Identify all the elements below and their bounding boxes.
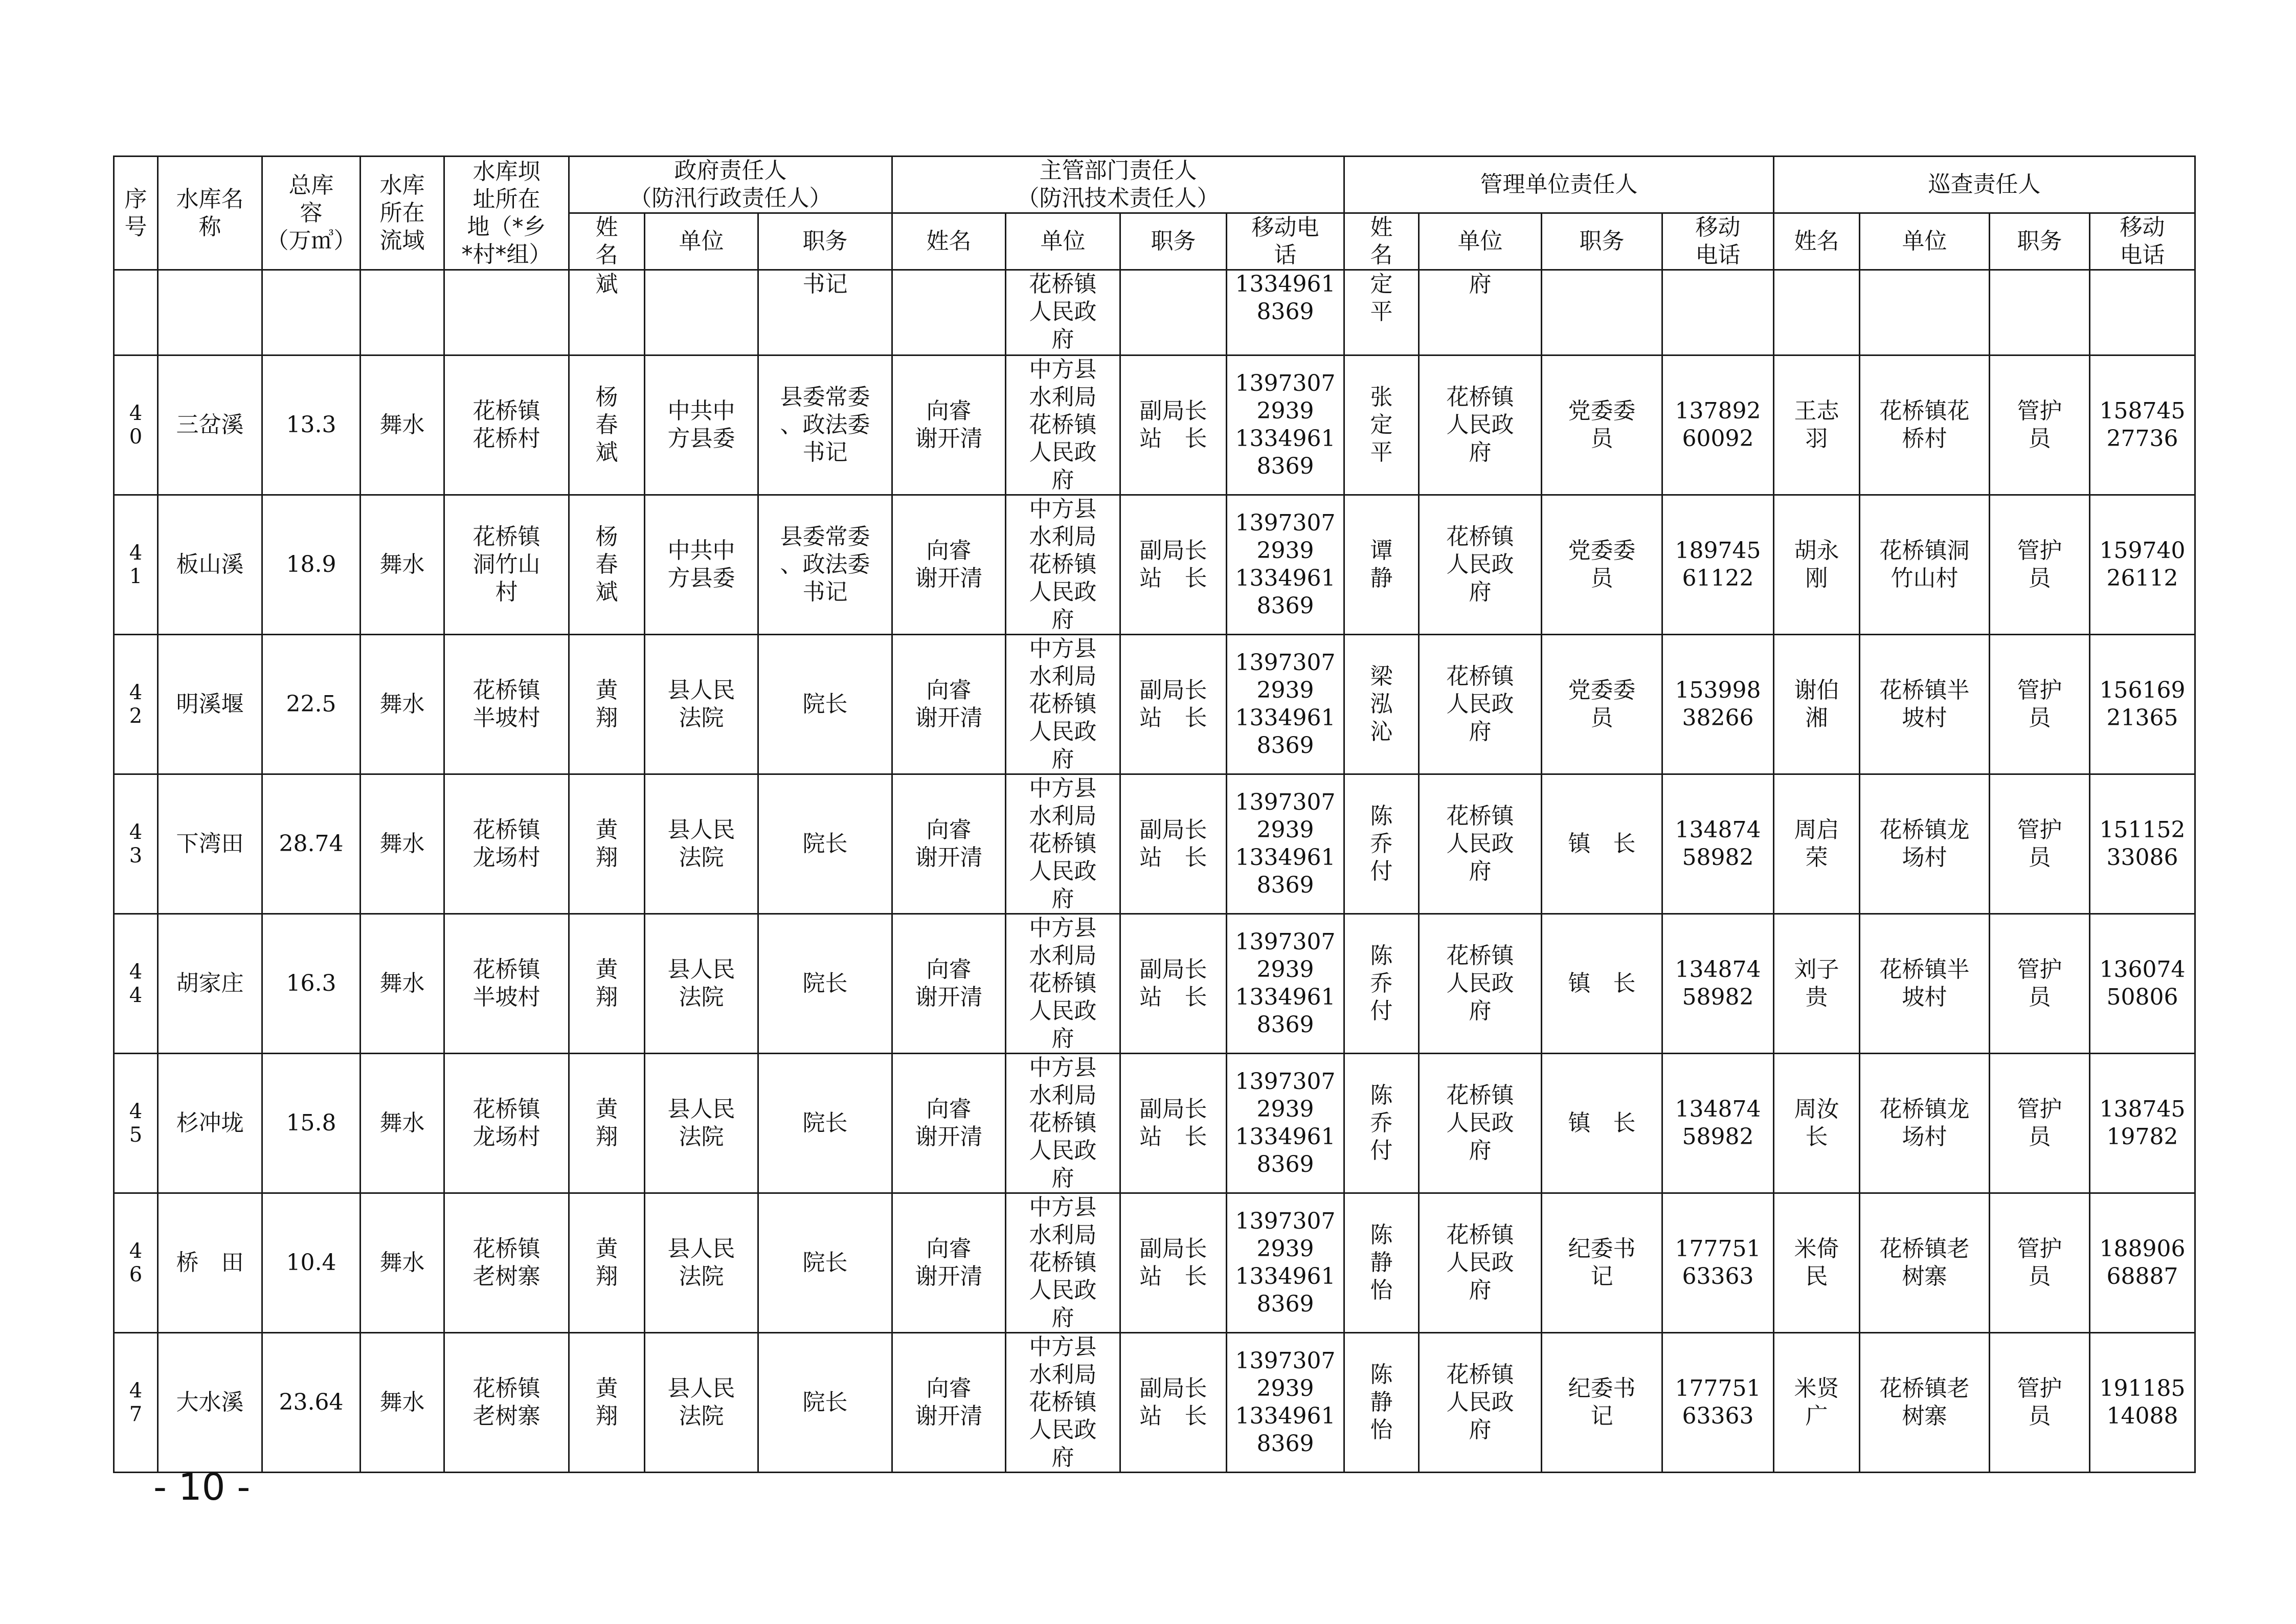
cell-patrol-phone: 136074 50806: [2090, 914, 2195, 1054]
cell-basin: 舞水: [361, 1333, 444, 1473]
cell-dept-name: [892, 270, 1006, 355]
cell-gov-name: 杨 春 斌: [569, 495, 645, 635]
header-gov-name: 姓 名: [569, 213, 645, 270]
cell-patrol-phone: [2090, 270, 2195, 355]
cell-dept-phone: 1397307 2939 1334961 8369: [1227, 914, 1344, 1054]
cell-dept-title: 副局长 站 长: [1120, 1193, 1227, 1333]
cell-seq: 4 4: [114, 914, 158, 1054]
cell-patrol-unit: [1860, 270, 1990, 355]
cell-patrol-title: 管护 员: [1990, 1333, 2090, 1473]
cell-mgmt-name: 张 定 平: [1344, 355, 1419, 495]
cell-dept-unit: 中方县 水利局 花桥镇 人民政 府: [1006, 1333, 1120, 1473]
cell-dam-location: 花桥镇 花桥村: [444, 355, 569, 495]
cell-patrol-unit: 花桥镇老 树寨: [1860, 1333, 1990, 1473]
cell-patrol-unit: 花桥镇花 桥村: [1860, 355, 1990, 495]
cell-patrol-name: 谢伯 湘: [1774, 635, 1860, 774]
cell-patrol-name: 胡永 刚: [1774, 495, 1860, 635]
cell-patrol-phone: 188906 68887: [2090, 1193, 2195, 1333]
cell-gov-unit: 县人民 法院: [645, 914, 758, 1054]
cell-basin: 舞水: [361, 635, 444, 774]
cell-mgmt-phone: 134874 58982: [1662, 914, 1774, 1054]
cell-basin: 舞水: [361, 774, 444, 914]
cell-reservoir-name: 胡家庄: [158, 914, 262, 1054]
cell-patrol-unit: 花桥镇老 树寨: [1860, 1193, 1990, 1333]
cell-patrol-name: [1774, 270, 1860, 355]
header-seq: 序 号: [114, 157, 158, 270]
cell-gov-name: 黄 翔: [569, 774, 645, 914]
cell-mgmt-unit: 花桥镇 人民政 府: [1419, 1333, 1542, 1473]
cell-dept-unit: 中方县 水利局 花桥镇 人民政 府: [1006, 1054, 1120, 1193]
cell-gov-title: 院长: [758, 914, 892, 1054]
cell-dept-name: 向睿 谢开清: [892, 1054, 1006, 1193]
cell-gov-unit: 中共中 方县委: [645, 495, 758, 635]
page-number: - 10 -: [153, 1465, 251, 1508]
header-dam-location: 水库坝 址所在 地（*乡 *村*组）: [444, 157, 569, 270]
cell-gov-name: 黄 翔: [569, 914, 645, 1054]
table-row: [114, 1054, 2195, 1193]
header-patrol-title: 职务: [1990, 213, 2090, 270]
cell-gov-title: 院长: [758, 635, 892, 774]
cell-reservoir-name: 杉冲垅: [158, 1054, 262, 1193]
cell-dam-location: 花桥镇 龙场村: [444, 774, 569, 914]
cell-mgmt-name: 陈 静 怡: [1344, 1193, 1419, 1333]
cell-seq: [114, 270, 158, 355]
table-row: [114, 1193, 2195, 1333]
cell-seq: 4 1: [114, 495, 158, 635]
cell-dam-location: 花桥镇 龙场村: [444, 1054, 569, 1193]
cell-basin: 舞水: [361, 914, 444, 1054]
cell-mgmt-name: 梁 泓 沁: [1344, 635, 1419, 774]
cell-gov-unit: 县人民 法院: [645, 635, 758, 774]
reservoir-responsibility-table: [113, 155, 2196, 1473]
cell-gov-unit: [645, 270, 758, 355]
header-mgmt-responsible: 管理单位责任人: [1344, 157, 1774, 213]
cell-dept-title: 副局长 站 长: [1120, 635, 1227, 774]
cell-dam-location: [444, 270, 569, 355]
cell-patrol-phone: 158745 27736: [2090, 355, 2195, 495]
cell-gov-name: 杨 春 斌: [569, 355, 645, 495]
cell-dept-name: 向睿 谢开清: [892, 774, 1006, 914]
cell-basin: [361, 270, 444, 355]
cell-dept-phone: 1397307 2939 1334961 8369: [1227, 1193, 1344, 1333]
cell-mgmt-title: 党委委 员: [1542, 495, 1662, 635]
cell-capacity: 22.5: [262, 635, 361, 774]
cell-patrol-name: 米贤 广: [1774, 1333, 1860, 1473]
cell-patrol-name: 王志 羽: [1774, 355, 1860, 495]
cell-patrol-name: 周汝 长: [1774, 1054, 1860, 1193]
cell-capacity: [262, 270, 361, 355]
cell-dept-title: 副局长 站 长: [1120, 1333, 1227, 1473]
cell-capacity: 10.4: [262, 1193, 361, 1333]
cell-dept-title: 副局长 站 长: [1120, 495, 1227, 635]
table-row: [114, 355, 2195, 495]
cell-patrol-unit: 花桥镇半 坡村: [1860, 635, 1990, 774]
cell-gov-unit: 县人民 法院: [645, 1054, 758, 1193]
cell-mgmt-title: 镇 长: [1542, 774, 1662, 914]
cell-seq: 4 3: [114, 774, 158, 914]
cell-dept-phone: 1397307 2939 1334961 8369: [1227, 1333, 1344, 1473]
cell-dept-phone: 1397307 2939 1334961 8369: [1227, 635, 1344, 774]
cell-dept-name: 向睿 谢开清: [892, 1193, 1006, 1333]
cell-dam-location: 花桥镇 半坡村: [444, 635, 569, 774]
table-row: [114, 270, 2195, 355]
cell-capacity: 16.3: [262, 914, 361, 1054]
cell-basin: 舞水: [361, 1054, 444, 1193]
cell-reservoir-name: 三岔溪: [158, 355, 262, 495]
table-body: [114, 270, 2195, 1473]
cell-mgmt-unit: 花桥镇 人民政 府: [1419, 1193, 1542, 1333]
cell-patrol-title: 管护 员: [1990, 914, 2090, 1054]
table-row: [114, 635, 2195, 774]
table-row: [114, 1333, 2195, 1473]
cell-dept-unit: 中方县 水利局 花桥镇 人民政 府: [1006, 1193, 1120, 1333]
header-capacity: 总库 容 （万㎥）: [262, 157, 361, 270]
header-patrol-unit: 单位: [1860, 213, 1990, 270]
cell-gov-name: 斌: [569, 270, 645, 355]
cell-seq: 4 2: [114, 635, 158, 774]
cell-mgmt-phone: 137892 60092: [1662, 355, 1774, 495]
header-patrol-phone: 移动 电话: [2090, 213, 2195, 270]
cell-basin: 舞水: [361, 495, 444, 635]
cell-dept-name: 向睿 谢开清: [892, 495, 1006, 635]
cell-mgmt-unit: 花桥镇 人民政 府: [1419, 355, 1542, 495]
cell-dept-name: 向睿 谢开清: [892, 1333, 1006, 1473]
cell-dam-location: 花桥镇 半坡村: [444, 914, 569, 1054]
cell-reservoir-name: 桥 田: [158, 1193, 262, 1333]
cell-reservoir-name: 下湾田: [158, 774, 262, 914]
cell-gov-name: 黄 翔: [569, 1193, 645, 1333]
cell-mgmt-title: 纪委书 记: [1542, 1193, 1662, 1333]
header-dept-name: 姓名: [892, 213, 1006, 270]
cell-dept-unit: 中方县 水利局 花桥镇 人民政 府: [1006, 355, 1120, 495]
cell-patrol-name: 米倚 民: [1774, 1193, 1860, 1333]
cell-dept-unit: 中方县 水利局 花桥镇 人民政 府: [1006, 774, 1120, 914]
cell-patrol-title: 管护 员: [1990, 635, 2090, 774]
header-gov-title: 职务: [758, 213, 892, 270]
cell-reservoir-name: 大水溪: [158, 1333, 262, 1473]
header-patrol-responsible: 巡查责任人: [1774, 157, 2195, 213]
header-mgmt-name: 姓 名: [1344, 213, 1419, 270]
cell-patrol-unit: 花桥镇洞 竹山村: [1860, 495, 1990, 635]
cell-seq: 4 6: [114, 1193, 158, 1333]
cell-gov-unit: 县人民 法院: [645, 774, 758, 914]
cell-dept-unit: 花桥镇 人民政 府: [1006, 270, 1120, 355]
header-mgmt-title: 职务: [1542, 213, 1662, 270]
cell-mgmt-name: 陈 乔 付: [1344, 774, 1419, 914]
cell-dept-name: 向睿 谢开清: [892, 635, 1006, 774]
cell-dept-title: 副局长 站 长: [1120, 1054, 1227, 1193]
cell-dept-phone: 1397307 2939 1334961 8369: [1227, 1054, 1344, 1193]
cell-patrol-title: [1990, 270, 2090, 355]
cell-mgmt-title: 党委委 员: [1542, 355, 1662, 495]
cell-seq: 4 5: [114, 1054, 158, 1193]
cell-dept-title: 副局长 站 长: [1120, 774, 1227, 914]
cell-dept-phone: 1397307 2939 1334961 8369: [1227, 774, 1344, 914]
cell-mgmt-unit: 花桥镇 人民政 府: [1419, 495, 1542, 635]
cell-gov-name: 黄 翔: [569, 1333, 645, 1473]
cell-mgmt-phone: [1662, 270, 1774, 355]
cell-capacity: 15.8: [262, 1054, 361, 1193]
header-gov-unit: 单位: [645, 213, 758, 270]
cell-gov-title: 院长: [758, 774, 892, 914]
table-row: [114, 774, 2195, 914]
cell-mgmt-name: 定 平: [1344, 270, 1419, 355]
cell-patrol-phone: 191185 14088: [2090, 1333, 2195, 1473]
cell-gov-title: 院长: [758, 1333, 892, 1473]
header-dept-phone: 移动电 话: [1227, 213, 1344, 270]
header-basin: 水库 所在 流域: [361, 157, 444, 270]
header-dept-title: 职务: [1120, 213, 1227, 270]
cell-mgmt-unit: 花桥镇 人民政 府: [1419, 914, 1542, 1054]
cell-mgmt-title: [1542, 270, 1662, 355]
cell-basin: 舞水: [361, 1193, 444, 1333]
cell-dept-title: 副局长 站 长: [1120, 355, 1227, 495]
cell-mgmt-phone: 134874 58982: [1662, 1054, 1774, 1193]
cell-dept-name: 向睿 谢开清: [892, 355, 1006, 495]
cell-mgmt-name: 谭 静: [1344, 495, 1419, 635]
cell-mgmt-name: 陈 乔 付: [1344, 1054, 1419, 1193]
cell-gov-unit: 中共中 方县委: [645, 355, 758, 495]
header-mgmt-unit: 单位: [1419, 213, 1542, 270]
cell-dept-title: [1120, 270, 1227, 355]
cell-patrol-name: 刘子 贵: [1774, 914, 1860, 1054]
cell-patrol-title: 管护 员: [1990, 1193, 2090, 1333]
cell-patrol-phone: 156169 21365: [2090, 635, 2195, 774]
cell-reservoir-name: 板山溪: [158, 495, 262, 635]
cell-mgmt-phone: 189745 61122: [1662, 495, 1774, 635]
header-dept-responsible: 主管部门责任人 （防汛技术责任人）: [892, 157, 1344, 213]
cell-gov-name: 黄 翔: [569, 635, 645, 774]
header-reservoir-name: 水库名 称: [158, 157, 262, 270]
cell-dept-phone: 1397307 2939 1334961 8369: [1227, 355, 1344, 495]
cell-dept-name: 向睿 谢开清: [892, 914, 1006, 1054]
cell-gov-unit: 县人民 法院: [645, 1193, 758, 1333]
cell-dept-unit: 中方县 水利局 花桥镇 人民政 府: [1006, 495, 1120, 635]
cell-dam-location: 花桥镇 老树寨: [444, 1193, 569, 1333]
cell-gov-name: 黄 翔: [569, 1054, 645, 1193]
cell-patrol-name: 周启 荣: [1774, 774, 1860, 914]
header-patrol-name: 姓名: [1774, 213, 1860, 270]
cell-mgmt-unit: 府: [1419, 270, 1542, 355]
cell-gov-title: 院长: [758, 1054, 892, 1193]
cell-dept-title: 副局长 站 长: [1120, 914, 1227, 1054]
cell-capacity: 28.74: [262, 774, 361, 914]
cell-capacity: 23.64: [262, 1333, 361, 1473]
cell-mgmt-unit: 花桥镇 人民政 府: [1419, 774, 1542, 914]
cell-patrol-unit: 花桥镇半 坡村: [1860, 914, 1990, 1054]
cell-dam-location: 花桥镇 老树寨: [444, 1333, 569, 1473]
cell-mgmt-title: 镇 长: [1542, 914, 1662, 1054]
cell-gov-title: 院长: [758, 1193, 892, 1333]
cell-patrol-phone: 159740 26112: [2090, 495, 2195, 635]
cell-patrol-title: 管护 员: [1990, 1054, 2090, 1193]
cell-mgmt-name: 陈 静 怡: [1344, 1333, 1419, 1473]
cell-seq: 4 7: [114, 1333, 158, 1473]
cell-mgmt-unit: 花桥镇 人民政 府: [1419, 1054, 1542, 1193]
cell-patrol-phone: 138745 19782: [2090, 1054, 2195, 1193]
cell-dam-location: 花桥镇 洞竹山 村: [444, 495, 569, 635]
cell-gov-unit: 县人民 法院: [645, 1333, 758, 1473]
cell-seq: 4 0: [114, 355, 158, 495]
cell-patrol-unit: 花桥镇龙 场村: [1860, 1054, 1990, 1193]
cell-reservoir-name: [158, 270, 262, 355]
cell-patrol-title: 管护 员: [1990, 774, 2090, 914]
cell-capacity: 18.9: [262, 495, 361, 635]
header-gov-responsible: 政府责任人 （防汛行政责任人）: [569, 157, 892, 213]
cell-dept-phone: 1397307 2939 1334961 8369: [1227, 495, 1344, 635]
table-row: [114, 914, 2195, 1054]
cell-patrol-title: 管护 员: [1990, 495, 2090, 635]
cell-reservoir-name: 明溪堰: [158, 635, 262, 774]
cell-capacity: 13.3: [262, 355, 361, 495]
cell-mgmt-title: 党委委 员: [1542, 635, 1662, 774]
cell-mgmt-phone: 177751 63363: [1662, 1193, 1774, 1333]
table-row: [114, 495, 2195, 635]
cell-dept-unit: 中方县 水利局 花桥镇 人民政 府: [1006, 635, 1120, 774]
cell-mgmt-phone: 177751 63363: [1662, 1333, 1774, 1473]
header-mgmt-phone: 移动 电话: [1662, 213, 1774, 270]
cell-dept-unit: 中方县 水利局 花桥镇 人民政 府: [1006, 914, 1120, 1054]
cell-dept-phone: 1334961 8369: [1227, 270, 1344, 355]
cell-mgmt-unit: 花桥镇 人民政 府: [1419, 635, 1542, 774]
cell-patrol-title: 管护 员: [1990, 355, 2090, 495]
cell-mgmt-phone: 134874 58982: [1662, 774, 1774, 914]
cell-mgmt-phone: 153998 38266: [1662, 635, 1774, 774]
cell-basin: 舞水: [361, 355, 444, 495]
cell-mgmt-name: 陈 乔 付: [1344, 914, 1419, 1054]
cell-patrol-phone: 151152 33086: [2090, 774, 2195, 914]
cell-mgmt-title: 纪委书 记: [1542, 1333, 1662, 1473]
header-dept-unit: 单位: [1006, 213, 1120, 270]
cell-patrol-unit: 花桥镇龙 场村: [1860, 774, 1990, 914]
cell-gov-title: 县委常委 、政法委 书记: [758, 355, 892, 495]
cell-gov-title: 书记: [758, 270, 892, 355]
cell-gov-title: 县委常委 、政法委 书记: [758, 495, 892, 635]
cell-mgmt-title: 镇 长: [1542, 1054, 1662, 1193]
